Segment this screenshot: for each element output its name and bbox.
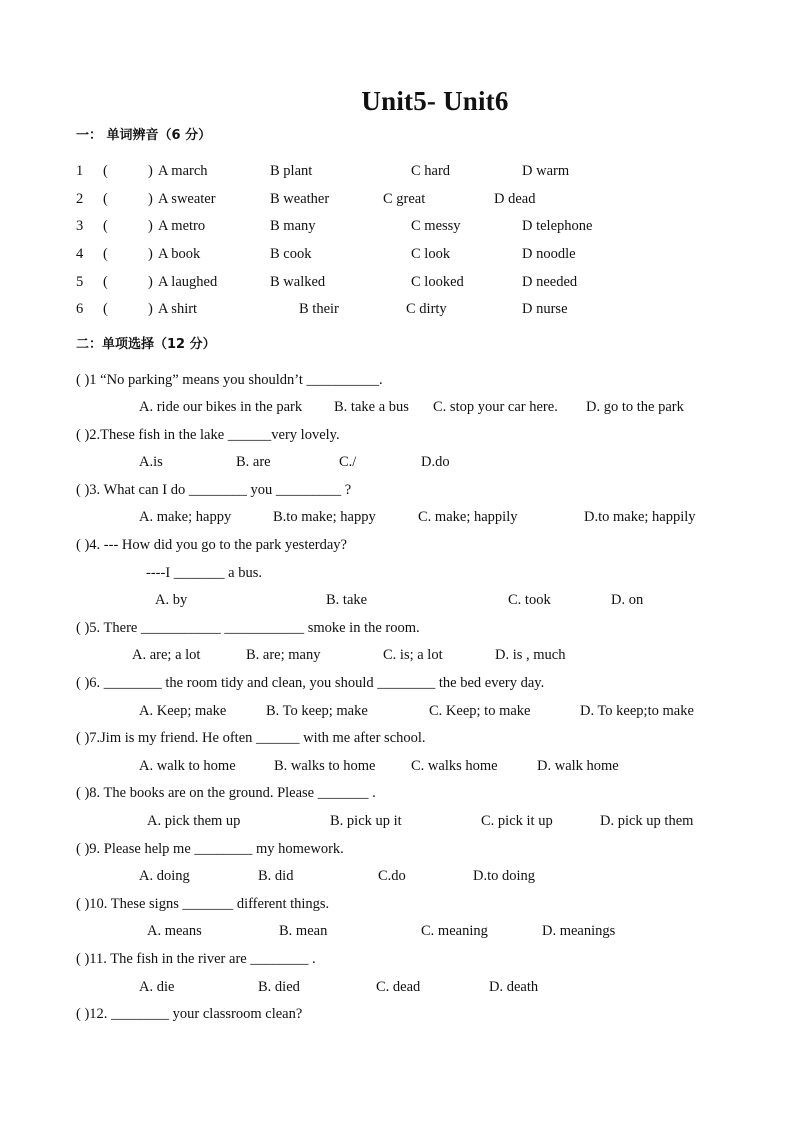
choice-b: B. are [236, 454, 271, 470]
answer-paren-close: ) [148, 191, 153, 207]
row-number: 3 [76, 218, 84, 234]
choice-a: A.is [139, 454, 163, 470]
answer-paren-open: ( [103, 246, 108, 262]
row-number: 6 [76, 301, 84, 317]
question-line: ( )10. These signs _______ different things. [76, 896, 330, 912]
question-line: ( )4. --- How did you go to the park yesterday? [76, 537, 347, 553]
choice-d: D. go to the park [586, 399, 684, 415]
question-line: ( )2.These fish in the lake ______very lovely. [76, 427, 340, 443]
row-number: 2 [76, 191, 84, 207]
question-line: ( )12. ________ your classroom clean? [76, 1006, 303, 1022]
option-c: C looked [411, 274, 464, 290]
choice-a: A. Keep; make [139, 703, 227, 719]
option-a: A sweater [158, 191, 216, 207]
choice-b: B.to make; happy [273, 509, 376, 525]
answer-paren-close: ) [148, 246, 153, 262]
choice-a: A. ride our bikes in the park [139, 399, 303, 415]
choice-c: C. walks home [411, 758, 498, 774]
choice-a: A. doing [139, 868, 190, 884]
question-sub-line: ----I _______ a bus. [146, 565, 262, 581]
choice-d: D. pick up them [600, 813, 694, 829]
choice-b: B. walks to home [274, 758, 376, 774]
option-d: D telephone [522, 218, 593, 234]
option-a: A laughed [158, 274, 218, 290]
choice-a: A. by [155, 592, 188, 608]
choice-d: D. on [611, 592, 644, 608]
choice-c: C. Keep; to make [429, 703, 531, 719]
option-c: C dirty [406, 301, 447, 317]
option-d: D dead [494, 191, 536, 207]
section2-heading: 二：单项选择（12 分） [76, 337, 216, 352]
choice-b: B. are; many [246, 647, 321, 663]
choice-c: C. is; a lot [383, 647, 443, 663]
question-line: ( )9. Please help me ________ my homework. [76, 841, 344, 857]
row-number: 1 [76, 163, 84, 179]
choice-a: A. make; happy [139, 509, 232, 525]
option-b: B many [270, 218, 316, 234]
question-line: ( )6. ________ the room tidy and clean, you should ________ the bed every day. [76, 675, 545, 691]
option-a: A metro [158, 218, 206, 234]
option-c: C hard [411, 163, 451, 179]
question-line: ( )11. The fish in the river are ________ . [76, 951, 316, 967]
choice-d: D.do [421, 454, 450, 470]
answer-paren-close: ) [148, 163, 153, 179]
answer-paren-open: ( [103, 163, 108, 179]
choice-d: D. To keep;to make [580, 703, 694, 719]
option-a: A shirt [158, 301, 198, 317]
choice-c: C. pick it up [481, 813, 553, 829]
option-a: A march [158, 163, 208, 179]
choice-d: D.to make; happily [584, 509, 696, 525]
option-b: B cook [270, 246, 312, 262]
option-b: B walked [270, 274, 326, 290]
choice-b: B. died [258, 979, 300, 995]
choice-c: C. dead [376, 979, 421, 995]
row-number: 5 [76, 274, 84, 290]
choice-a: A. walk to home [139, 758, 236, 774]
choice-d: D. walk home [537, 758, 619, 774]
choice-a: A. are; a lot [132, 647, 201, 663]
option-b: B weather [270, 191, 330, 207]
choice-d: D.to doing [473, 868, 536, 884]
option-c: C messy [411, 218, 461, 234]
choice-b: B. take [326, 592, 368, 608]
answer-paren-open: ( [103, 274, 108, 290]
answer-paren-open: ( [103, 301, 108, 317]
choice-b: B. take a bus [334, 399, 409, 415]
option-a: A book [158, 246, 201, 262]
question-line: ( )5. There ___________ ___________ smoke in the room. [76, 620, 420, 636]
question-line: ( )3. What can I do ________ you _________ ? [76, 482, 352, 498]
choice-c: C.do [378, 868, 406, 884]
choice-c: C. stop your car here. [433, 399, 558, 415]
option-b: B plant [270, 163, 313, 179]
answer-paren-open: ( [103, 191, 108, 207]
choice-c: C. meaning [421, 923, 488, 939]
choice-d: D. meanings [542, 923, 616, 939]
page-title: Unit5- Unit6 [361, 86, 509, 116]
row-number: 4 [76, 246, 84, 262]
option-d: D noodle [522, 246, 576, 262]
option-d: D nurse [522, 301, 568, 317]
choice-b: B. To keep; make [266, 703, 368, 719]
answer-paren-close: ) [148, 301, 153, 317]
answer-paren-close: ) [148, 274, 153, 290]
question-line: ( )8. The books are on the ground. Please _______ . [76, 785, 376, 801]
choice-c: C./ [339, 454, 357, 470]
option-c: C great [383, 191, 426, 207]
choice-c: C. took [508, 592, 551, 608]
choice-a: A. means [147, 923, 202, 939]
answer-paren-open: ( [103, 218, 108, 234]
choice-d: D. death [489, 979, 539, 995]
choice-a: A. pick them up [147, 813, 241, 829]
question-line: ( )7.Jim is my friend. He often ______ with me after school. [76, 730, 426, 746]
option-c: C look [411, 246, 451, 262]
choice-c: C. make; happily [418, 509, 518, 525]
option-d: D warm [522, 163, 570, 179]
answer-paren-close: ) [148, 218, 153, 234]
question-line: ( )1 “No parking” means you shouldn’t __________. [76, 372, 383, 388]
choice-b: B. mean [279, 923, 328, 939]
choice-a: A. die [139, 979, 175, 995]
choice-b: B. did [258, 868, 294, 884]
section1-heading: 一： 单词辨音（6 分） [76, 128, 212, 143]
option-d: D needed [522, 274, 578, 290]
option-b: B their [299, 301, 339, 317]
choice-b: B. pick up it [330, 813, 402, 829]
choice-d: D. is , much [495, 647, 566, 663]
